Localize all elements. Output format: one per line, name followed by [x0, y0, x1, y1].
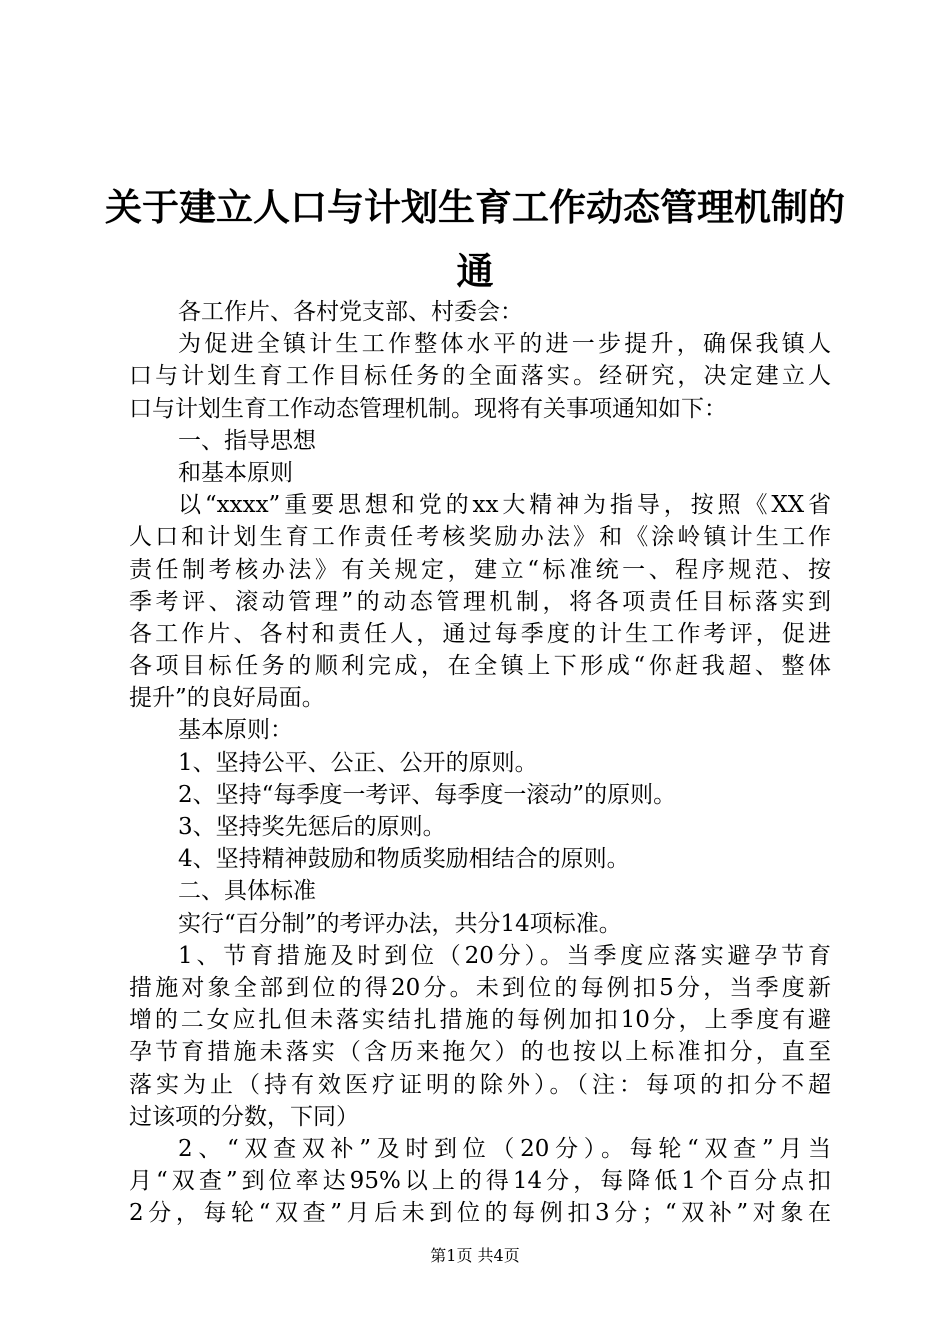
body-line: 各项目标任务的顺利完成，在全镇上下形成“你赶我超、整体 — [129, 653, 831, 680]
body-line: 2、坚持“每季度一考评、每季度一滚动”的原则。 — [178, 781, 677, 808]
body-line: 各工作片、各村党支部、村委会： — [178, 299, 523, 325]
body-line: 各工作片、各村和责任人，通过每季度的计生工作考评，促进 — [129, 620, 831, 647]
body-line: 为促进全镇计生工作整体水平的进一步提升，确保我镇人 — [178, 331, 831, 358]
page-footer: 第1页 共4页 — [430, 1246, 520, 1265]
body-line: 和基本原则 — [178, 459, 293, 486]
body-line: 孕节育措施未落实（含历来拖欠）的也按以上标准扣分，直至 — [129, 1039, 831, 1066]
body-line: 4、坚持精神鼓励和物质奖励相结合的原则。 — [178, 846, 630, 873]
document-title-line-1: 关于建立人口与计划生育工作动态管理机制的 — [105, 186, 845, 229]
document-title-line-2: 通 — [456, 250, 494, 293]
body-line: 以“xxxx”重要思想和党的xx大精神为指导，按照《XX省 — [178, 492, 831, 519]
body-line: 3、坚持奖先惩后的原则。 — [178, 814, 446, 840]
body-line: 基本原则： — [178, 717, 293, 744]
body-line: 措施对象全部到位的得20分。未到位的每例扣5分，当季度新 — [129, 974, 831, 1001]
body-line: 提升”的良好局面。 — [129, 685, 325, 712]
body-line: 季考评、滚动管理”的动态管理机制，将各项责任目标落实到 — [129, 588, 831, 615]
body-line: 责任制考核办法》有关规定，建立“标准统一、程序规范、按 — [129, 556, 831, 583]
body-line: 2、“双查双补”及时到位（20分）。每轮“双查”月当 — [178, 1135, 831, 1162]
body-line: 月“双查”到位率达95%以上的得14分，每降低1个百分点扣 — [129, 1168, 831, 1195]
body-line: 二、具体标准 — [178, 878, 316, 905]
body-line: 口与计划生育工作目标任务的全面落实。经研究，决定建立人 — [129, 363, 831, 390]
body-line: 实行“百分制”的考评办法，共分14项标准。 — [178, 910, 622, 937]
body-line: 人口和计划生育工作责任考核奖励办法》和《涂岭镇计生工作 — [129, 524, 831, 551]
body-line: 1、坚持公平、公正、公开的原则。 — [178, 749, 538, 776]
body-line: 增的二女应扎但未落实结扎措施的每例加扣10分，上季度有避 — [129, 1007, 831, 1034]
body-line: 口与计划生育工作动态管理机制。现将有关事项通知如下： — [129, 395, 727, 422]
body-line: 落实为止（持有效医疗证明的除外）。（注：每项的扣分不超 — [129, 1071, 831, 1098]
body-line: 一、指导思想 — [178, 427, 316, 454]
body-line: 1、节育措施及时到位（20分）。当季度应落实避孕节育 — [178, 942, 831, 969]
document-body — [129, 296, 831, 1229]
body-line: 过该项的分数，下同） — [129, 1103, 359, 1130]
body-line: 2分，每轮“双查”月后未到位的每例扣3分；“双补”对象在 — [129, 1200, 831, 1227]
